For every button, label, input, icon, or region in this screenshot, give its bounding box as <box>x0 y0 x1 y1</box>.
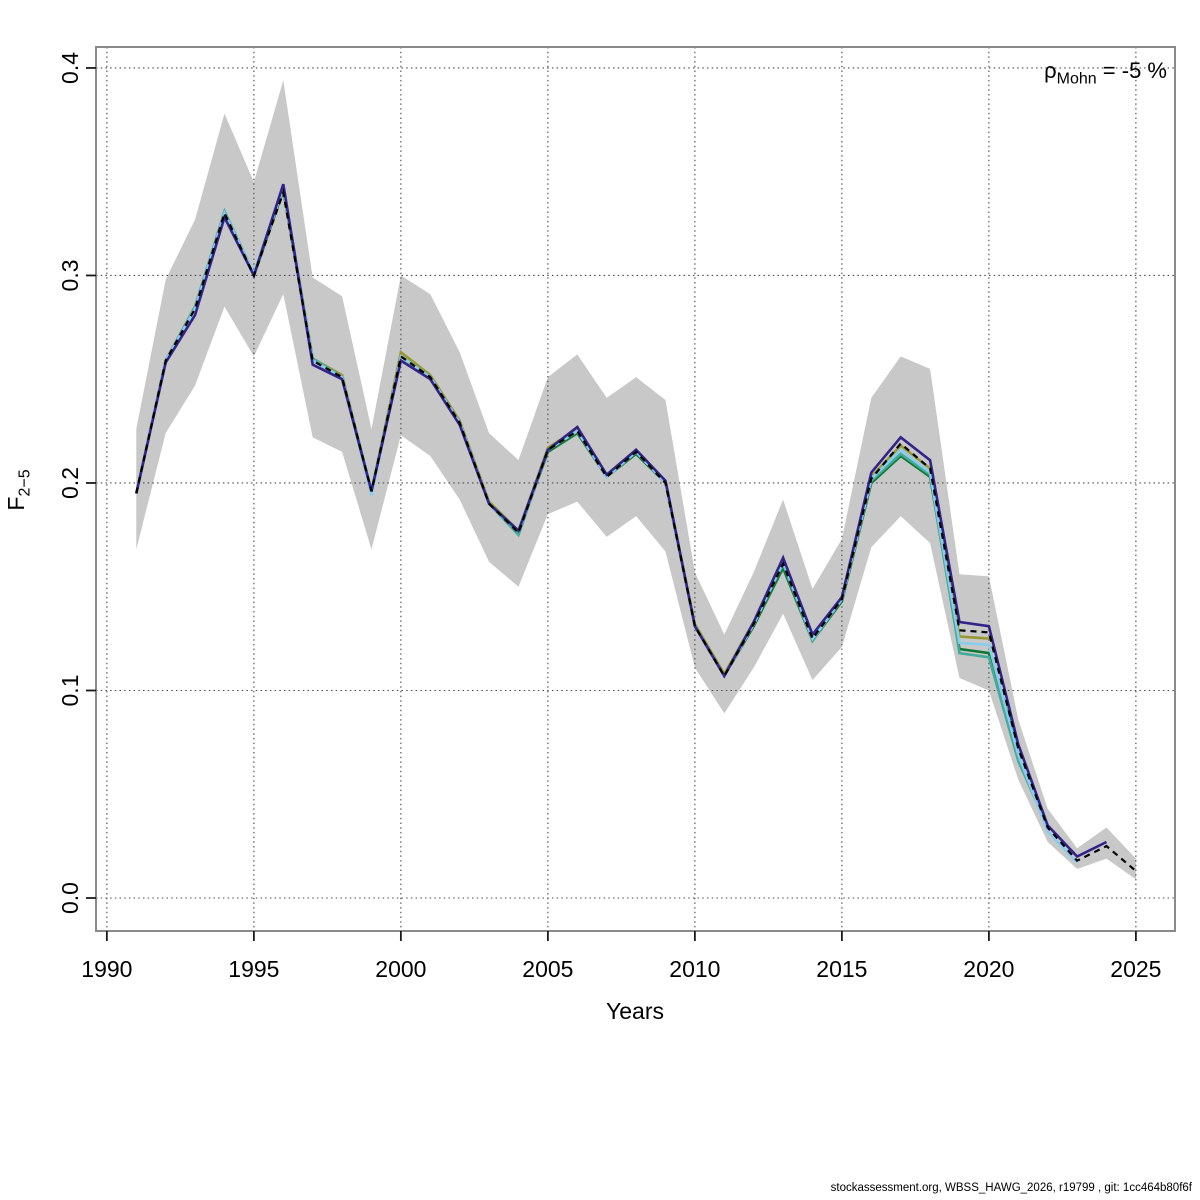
y-tick-label: 0.0 <box>57 882 83 914</box>
y-tick-label: 0.2 <box>57 466 83 499</box>
x-tick-label: 2000 <box>375 956 427 982</box>
y-axis-title <box>3 425 35 555</box>
y-tick-label: 0.4 <box>57 51 83 84</box>
x-tick-label: 2020 <box>963 956 1015 982</box>
x-tick-label: 2005 <box>522 956 574 982</box>
mohn-rho-annotation <box>1044 58 1167 88</box>
y-tick-label: 0.3 <box>57 259 83 292</box>
y-axis-title-main: F <box>3 496 29 511</box>
x-tick-label: 2015 <box>816 956 868 982</box>
x-tick-label: 2010 <box>669 956 721 982</box>
footer-credit: stockassessment.org, WBSS_HAWG_2026, r19799 , git: 1cc464b80f6f <box>830 1182 1192 1194</box>
x-axis-title: Years <box>606 998 664 1024</box>
x-tick-label: 2025 <box>1110 956 1162 982</box>
rho-subscript: Mohn <box>1056 70 1097 88</box>
rho-value: = -5 % <box>1096 58 1167 83</box>
rho-symbol: ρ <box>1044 58 1057 83</box>
y-axis-title-sub: 2−5 <box>16 469 34 497</box>
y-tick-label: 0.1 <box>57 674 83 707</box>
x-tick-label: 1995 <box>228 956 280 982</box>
x-tick-label: 1990 <box>81 956 133 982</box>
